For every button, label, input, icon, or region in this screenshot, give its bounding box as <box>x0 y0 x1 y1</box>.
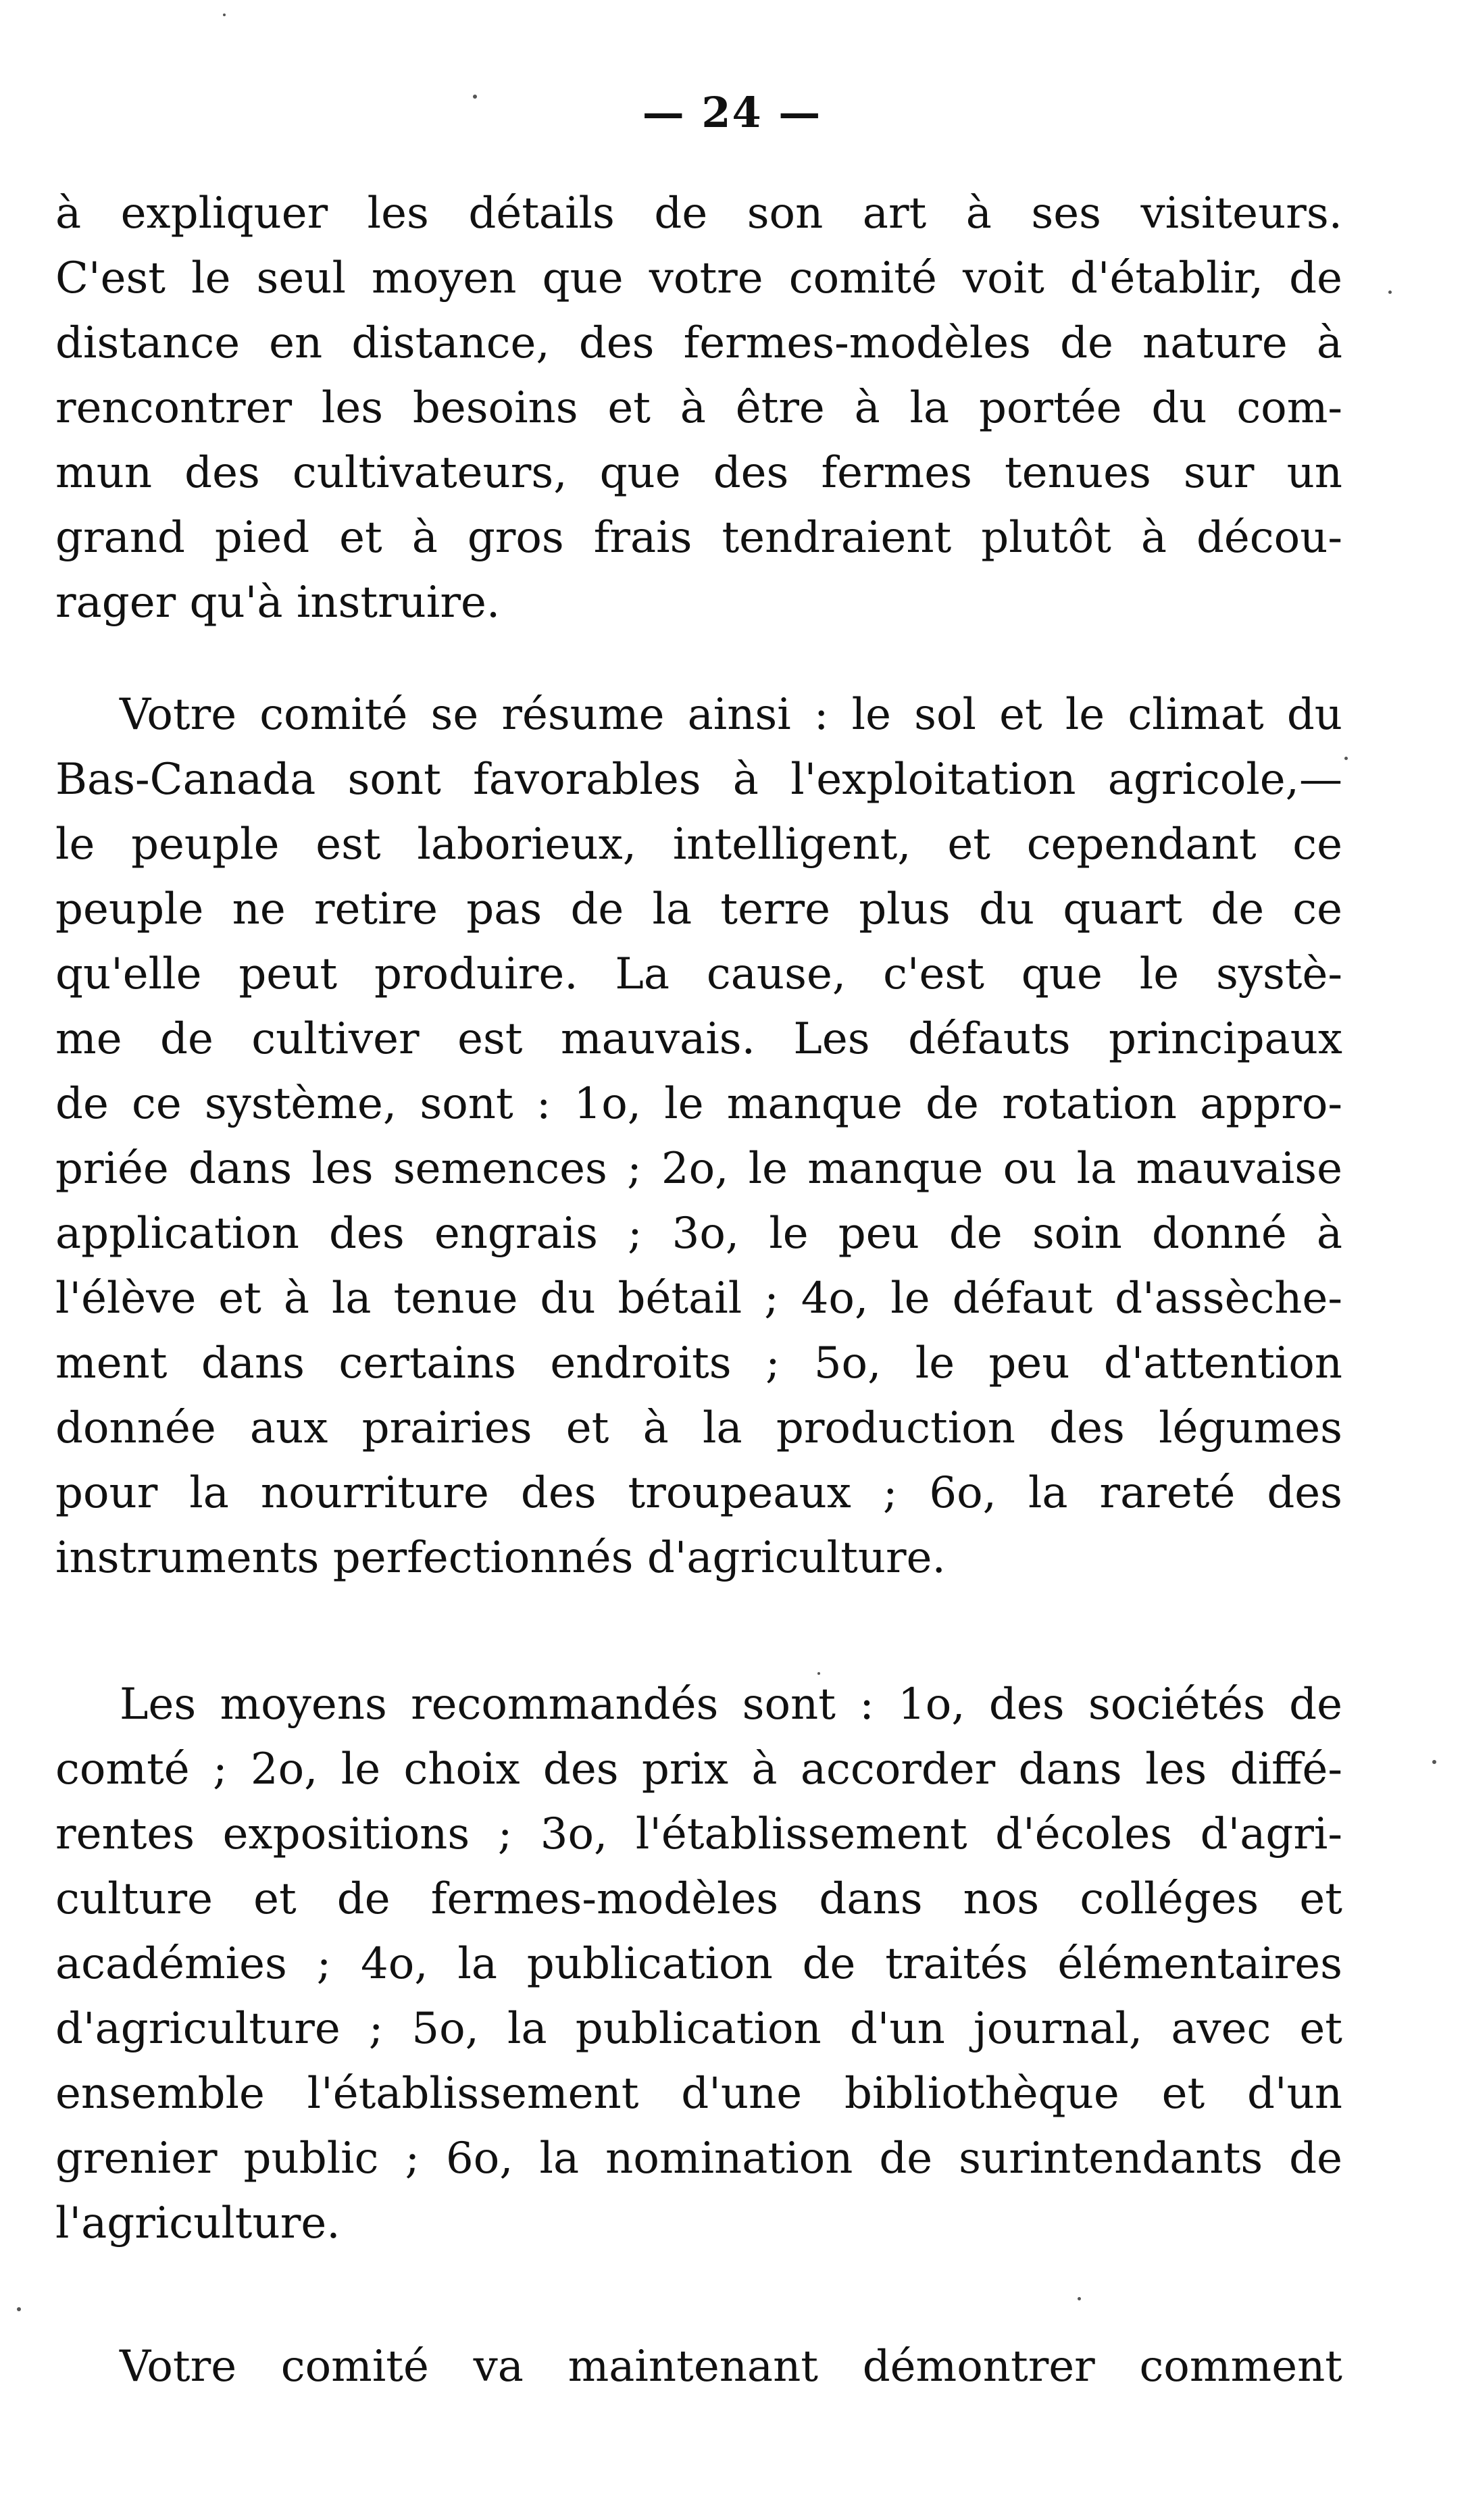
paragraph-2 <box>55 682 1342 1590</box>
text-line: de ce système, sont : 1o, le manque de rotation appro- <box>55 1079 1342 1129</box>
paragraph-3 <box>55 1672 1342 2256</box>
page-number: — 24 — <box>642 88 822 137</box>
text-line: ensemble l'établissement d'une bibliothèque et d'un <box>55 2069 1342 2119</box>
paragraph-1 <box>55 181 1342 635</box>
text-line: priée dans les semences ; 2o, le manque ou la mauvaise <box>55 1144 1342 1194</box>
text-line: à expliquer les détails de son art à ses visiteurs. <box>55 188 1342 238</box>
text-line: rencontrer les besoins et à être à la portée du com- <box>55 383 1342 433</box>
scan-speck <box>1344 757 1348 760</box>
text-line: grenier public ; 6o, la nomination de surintendants de <box>55 2134 1342 2184</box>
text-line: C'est le seul moyen que votre comité voit d'établir, de <box>55 253 1342 303</box>
scan-speck <box>1432 1760 1436 1764</box>
text-line: culture et de fermes-modèles dans nos colléges et <box>55 1874 1342 1924</box>
text-line: mun des cultivateurs, que des fermes tenues sur un <box>55 448 1342 498</box>
text-line: académies ; 4o, la publication de traités élémentaires <box>55 1939 1342 1989</box>
scan-speck <box>1078 2297 1081 2300</box>
text-line: rager qu'à instruire. <box>55 578 501 628</box>
text-line: Bas-Canada sont favorables à l'exploitation agricole,— <box>55 755 1342 805</box>
text-line: donnée aux prairies et à la production des légumes <box>55 1403 1342 1453</box>
text-line: grand pied et à gros frais tendraient plutôt à décou- <box>55 513 1342 563</box>
text-line: Les moyens recommandés sont : 1o, des sociétés de <box>120 1680 1342 1730</box>
scan-speck <box>1388 291 1392 294</box>
text-line: le peuple est laborieux, intelligent, et cependant ce <box>55 820 1342 870</box>
text-line: application des engrais ; 3o, le peu de soin donné à <box>55 1209 1342 1259</box>
text-line: rentes expositions ; 3o, l'établissement d'écoles d'agri- <box>55 1809 1342 1859</box>
text-line: me de cultiver est mauvais. Les défauts principaux <box>55 1014 1342 1064</box>
text-line: distance en distance, des fermes-modèles de nature à <box>55 318 1342 368</box>
text-line: l'agriculture. <box>55 2198 340 2248</box>
text-line: d'agriculture ; 5o, la publication d'un journal, avec et <box>55 2004 1342 2054</box>
text-line: Votre comité se résume ainsi : le sol et le climat du <box>120 690 1342 740</box>
scan-speck <box>817 1672 820 1675</box>
text-line: Votre comité va maintenant démontrer comment <box>120 2342 1342 2392</box>
text-line: instruments perfectionnés d'agriculture. <box>55 1533 946 1583</box>
text-line: ment dans certains endroits ; 5o, le peu d'attention <box>55 1338 1342 1388</box>
text-line: comté ; 2o, le choix des prix à accorder dans les diffé- <box>55 1744 1342 1794</box>
text-line: pour la nourriture des troupeaux ; 6o, la rareté des <box>55 1468 1342 1518</box>
scan-speck <box>17 2307 21 2311</box>
scan-speck <box>473 95 477 99</box>
text-line: l'élève et à la tenue du bétail ; 4o, le défaut d'assèche- <box>55 1274 1342 1324</box>
paragraph-4 <box>55 2334 1342 2399</box>
text-line: peuple ne retire pas de la terre plus du quart de ce <box>55 884 1342 934</box>
text-line: qu'elle peut produire. La cause, c'est que le systè- <box>55 949 1342 999</box>
scan-speck <box>223 14 226 16</box>
